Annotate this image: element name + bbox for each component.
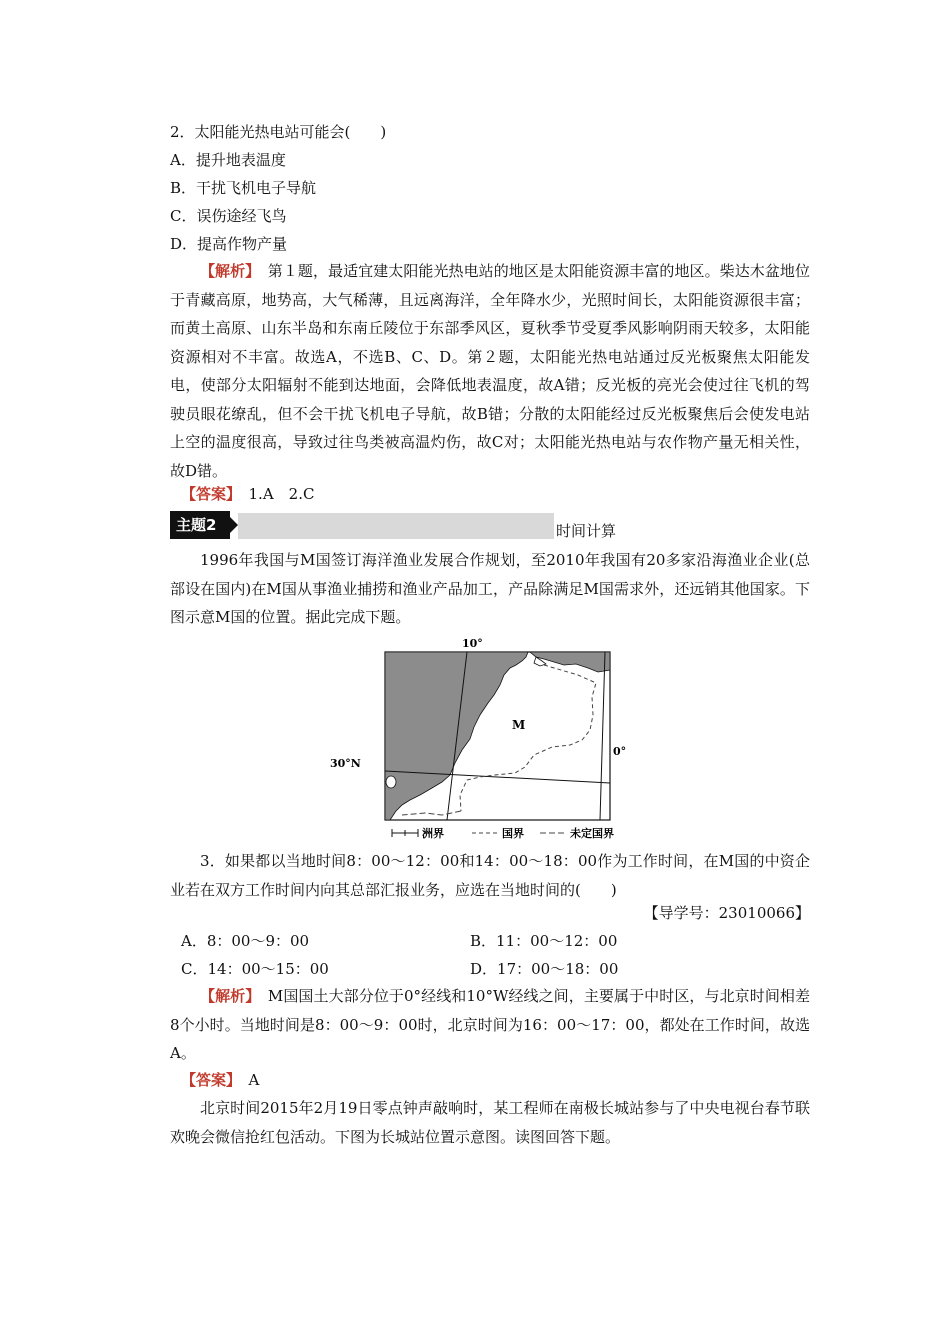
answer-text: 1.A 2.C bbox=[233, 485, 315, 503]
answer-tag-2: 【答案】 bbox=[181, 1071, 234, 1089]
answer-text-2: A bbox=[233, 1071, 260, 1089]
question-2-option-a: A．提升地表温度 bbox=[170, 151, 286, 169]
analysis-block-1 bbox=[170, 257, 810, 485]
label-30n: 30°N bbox=[330, 757, 361, 770]
answer-tag: 【答案】 bbox=[181, 485, 234, 503]
legend-border-label: 国界 bbox=[502, 827, 524, 840]
question-3-option-d: D．17：00～18：00 bbox=[470, 960, 619, 978]
topic-heading bbox=[170, 511, 810, 539]
question-3-option-c: C．14：00～15：00 bbox=[181, 960, 329, 978]
answer-block-2 bbox=[181, 1070, 259, 1090]
intro-paragraph: 1996年我国与M国签订海洋渔业发展合作规划，至2010年我国有20多家沿海渔业企业(总部设在国内)在M国从事渔业捕捞和渔业产品加工，产品除满足M国需求外，还远销其他国家。下图示意M国的位置。据此完成下题。 bbox=[170, 551, 810, 626]
m-country-map bbox=[330, 635, 630, 845]
label-m: M bbox=[512, 718, 526, 732]
question-2-option-d: D．提高作物产量 bbox=[170, 235, 288, 253]
question-3-option-b: B．11：00～12：00 bbox=[470, 932, 618, 950]
analysis-text: 第１题，最适宜建太阳能光热电站的地区是太阳能资源丰富的地区。柴达木盆地位于青藏高原，地势高，大气稀薄，且远离海洋，全年降水少，光照时间长，太阳能资源很丰富；而黄土高原、山东半岛和东南丘陵位于东部季风区，夏秋季节受夏季风影响阴雨天较多，太阳能资源相对不丰富。故选A，不选B、C、D。第２题，太阳能光热电站通过反光板聚焦太阳能发电，使部分太阳辐射不能到达地面，会降低地表温度，故A错；反光板的亮光会使过往飞机的驾驶员眼花缭乱，但不会干扰飞机电子导航，故B错；分散的太阳能经过反光板聚焦后会使发电站上空的温度很高，导致过往鸟类被高温灼伤，故C对；太阳能光热电站与农作物产量无相关性，故D错。 bbox=[170, 262, 810, 480]
legend-continent-label: 洲界 bbox=[422, 827, 444, 840]
island bbox=[386, 776, 396, 788]
answer-block-1 bbox=[181, 484, 314, 504]
question-2-option-b: B．干扰飞机电子导航 bbox=[170, 179, 317, 197]
question-2-option-c: C．误伤途经飞鸟 bbox=[170, 207, 287, 225]
analysis-block-2 bbox=[170, 982, 810, 1068]
topic-bar bbox=[238, 513, 554, 539]
topic-badge: 主题2 bbox=[170, 511, 230, 539]
analysis-tag-2: 【解析】 bbox=[200, 987, 253, 1005]
question-3-stem: 3．如果都以当地时间8：00～12：00和14：00～18：00作为工作时间，在M国的中资企业若在双方工作时间内向其总部汇报业务，应选在当地时间的( ) bbox=[170, 852, 810, 899]
question-3-option-a: A．8：00～9：00 bbox=[181, 932, 310, 950]
intro-paragraph-2: 北京时间2015年2月19日零点钟声敲响时，某工程师在南极长城站参与了中央电视台春节联欢晚会微信抢红包活动。下图为长城站位置示意图。读图回答下题。 bbox=[170, 1099, 810, 1146]
analysis-text-2: M国国土大部分位于0°经线和10°W经线之间，主要属于中时区，与北京时间相差8个小时。当地时间是8：00～9：00时，北京时间为16：00～17：00，都处在工作时间，故选A。 bbox=[170, 987, 810, 1062]
topic-title: 时间计算 bbox=[556, 522, 617, 540]
question-3-ref: 【导学号：23010066】 bbox=[643, 904, 810, 922]
label-10: 10° bbox=[462, 637, 483, 650]
label-0: 0° bbox=[613, 745, 627, 758]
question-2-stem: 2．太阳能光热电站可能会( ) bbox=[170, 123, 387, 141]
map-legend bbox=[392, 826, 614, 840]
legend-undetermined-label: 未定国界 bbox=[570, 827, 614, 840]
analysis-tag: 【解析】 bbox=[200, 262, 253, 280]
